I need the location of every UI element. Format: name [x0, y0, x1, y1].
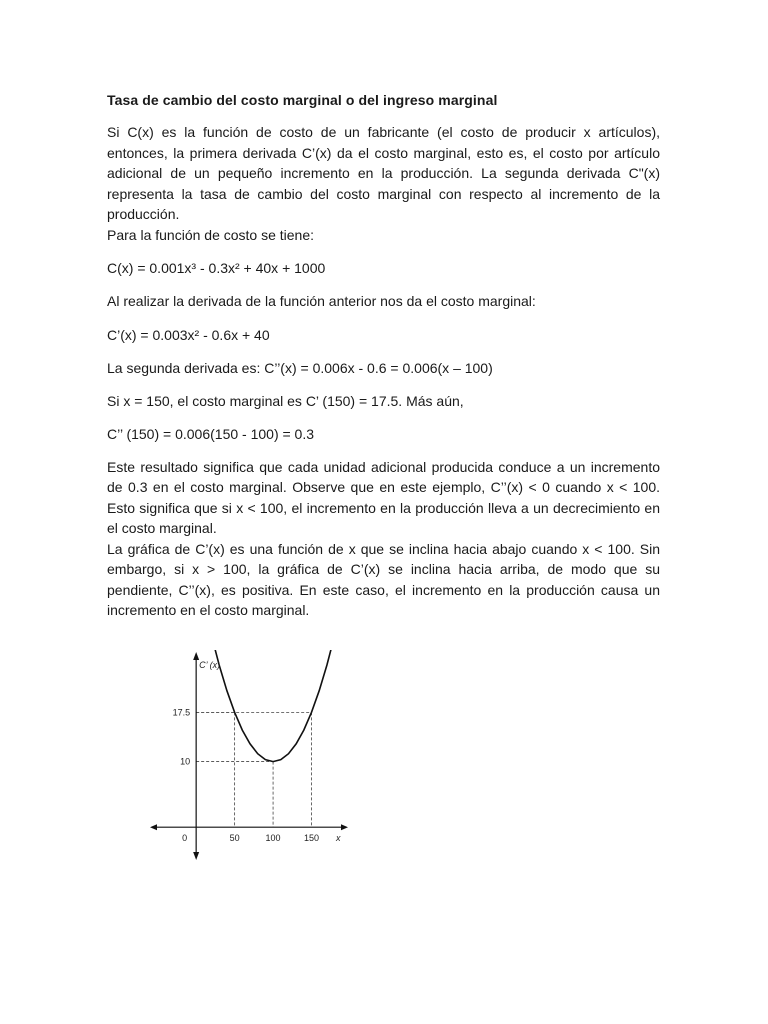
paragraph-interpretation: Este resultado significa que cada unidad adicional producida conduce a un incremento de 0.3 en el costo marginal. Observe que en este ejemplo, C’’(x) < 0 cuando x < 100. Esto significa que si x < 100, el incremento en la producción lleva a un decrecimiento en el costo marginal.	[107, 458, 660, 536]
equation-second-derivative: La segunda derivada es: C’’(x) = 0.006x - 0.6 = 0.006(x – 100)	[107, 359, 493, 376]
marginal-cost-chart	[150, 650, 350, 860]
document-title: Tasa de cambio del costo marginal o del ingreso marginal	[107, 92, 498, 108]
y-axis-label: C’ (x)	[199, 660, 221, 670]
equation-marginal-cost: C’(x) = 0.003x² - 0.6x + 40	[107, 326, 270, 343]
x-axis-label: x	[336, 833, 341, 844]
x-tick-label: 50	[229, 833, 240, 844]
x-tick-label: 150	[304, 833, 320, 844]
x-tick-label: 100	[265, 833, 281, 844]
y-axis-arrow-down	[193, 852, 199, 860]
paragraph-intro: Si C(x) es la función de costo de un fabricante (el costo de producir x artículos), entonces, la primera derivada C’(x) da el costo marginal, esto es, el costo por artículo adicional de un pequeño incremento en la producción. La segunda derivada C"(x) representa la tasa de cambio del costo marginal con respecto al incremento de la producción.	[107, 124, 660, 222]
y-axis-arrow-up	[193, 652, 199, 660]
x-axis-arrow-left	[150, 824, 157, 830]
paragraph-graph-explanation: La gráfica de C’(x) es una función de x que se inclina hacia abajo cuando x < 100. Sin embargo, si x > 100, la gráfica de C’(x) se inclina hacia arriba, de modo que su pendiente, C’’(x), es positiva. En este caso, el incremento en la producción causa un incremento en el costo marginal.	[107, 540, 660, 618]
y-tick-label: 10	[180, 756, 191, 767]
x-axis-arrow-right	[341, 824, 348, 830]
document-body	[107, 92, 660, 621]
y-tick-label: 17.5	[172, 707, 191, 718]
equation-second-derivative-at-150: C’’ (150) = 0.006(150 - 100) = 0.3	[107, 425, 315, 442]
chart-svg	[150, 650, 350, 860]
marginal-cost-curve	[212, 650, 335, 762]
paragraph-marginal-at-150: Si x = 150, el costo marginal es C’ (150) = 17.5. Más aún,	[107, 392, 464, 409]
equation-cost-function: C(x) = 0.001x³ - 0.3x² + 40x + 1000	[107, 260, 326, 276]
paragraph-derivative-intro: Al realizar la derivada de la función anterior nos da el costo marginal:	[107, 293, 536, 309]
paragraph-cost-function-intro: Para la función de costo se tiene:	[107, 226, 315, 243]
origin-label: 0	[182, 833, 188, 844]
